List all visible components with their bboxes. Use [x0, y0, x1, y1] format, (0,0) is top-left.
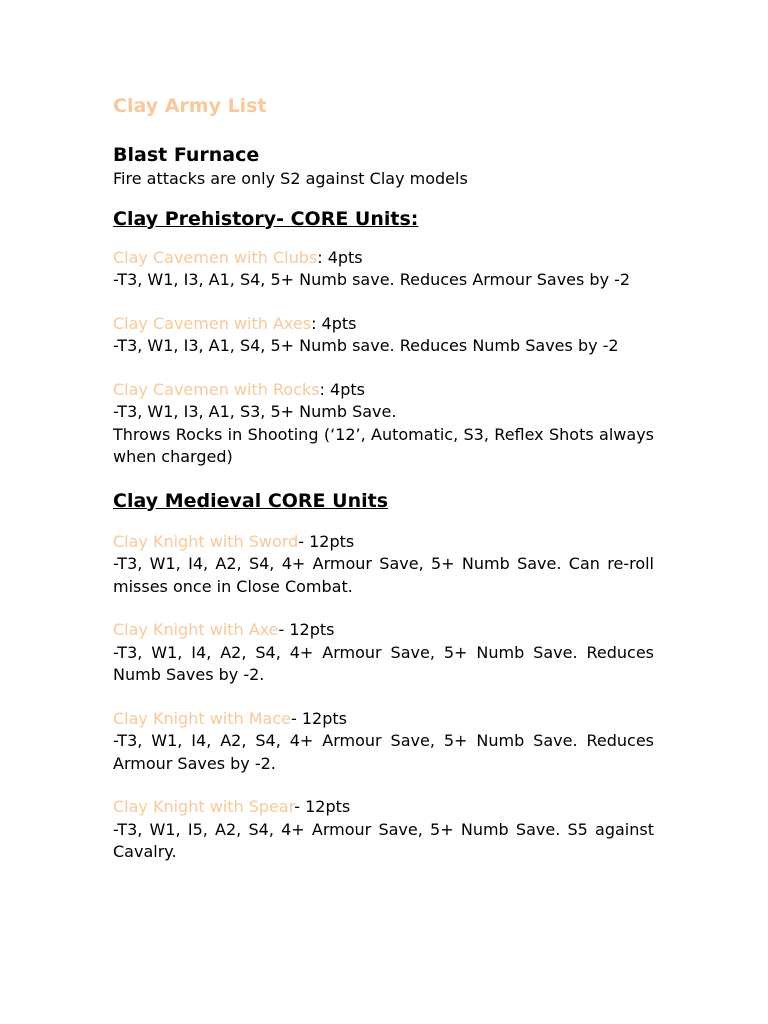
prehistory-section	[113, 206, 654, 469]
unit-separator: -	[294, 797, 306, 816]
unit-separator: -	[291, 708, 302, 728]
unit-cost: 12pts	[301, 708, 347, 728]
unit-special-rule: Throws Rocks in Shooting (‘12’, Automatic, S3, Reflex Shots always when charged)	[113, 424, 654, 466]
unit-cost: 4pts	[330, 379, 365, 399]
unit-cost: 4pts	[327, 247, 363, 267]
unit-name: Clay Knight with Spear	[113, 797, 295, 816]
unit-stats: -T3, W1, I3, A1, S4, 5+ Numb save. Reduces Numb Saves by -2	[113, 336, 619, 355]
unit-stats: -T3, W1, I5, A2, S4, 4+ Armour Save, 5+ Numb Save. S5 against Cavalry.	[113, 819, 654, 861]
unit-name: Clay Cavemen with Clubs	[113, 247, 318, 267]
blast-furnace-block	[113, 142, 654, 191]
unit-cavemen-axes	[113, 313, 654, 358]
unit-separator: :	[319, 379, 331, 399]
unit-stats: -T3, W1, I4, A2, S4, 4+ Armour Save, 5+ Numb Save. Reduces Numb Saves by -2.	[113, 642, 654, 684]
unit-cost: 4pts	[321, 313, 357, 333]
unit-name: Clay Knight with Axe	[113, 620, 279, 639]
unit-header	[113, 796, 654, 819]
unit-stats: -T3, W1, I4, A2, S4, 4+ Armour Save, 5+ Numb Save. Reduces Armour Saves by -2.	[113, 731, 654, 773]
unit-cost: 12pts	[305, 797, 351, 816]
unit-separator: -	[298, 531, 310, 551]
unit-stats: -T3, W1, I3, A1, S3, 5+ Numb Save.	[113, 402, 397, 421]
medieval-heading: Clay Medieval CORE Units	[113, 489, 388, 512]
unit-name: Clay Knight with Sword	[113, 531, 299, 551]
unit-header	[113, 313, 654, 336]
unit-cost: 12pts	[289, 620, 335, 639]
unit-stats: -T3, W1, I3, A1, S4, 5+ Numb save. Reduces Armour Saves by -2	[113, 270, 631, 289]
unit-knight-mace	[113, 708, 654, 776]
document-title: Clay Army List	[113, 95, 267, 117]
unit-header	[113, 379, 654, 402]
unit-name: Clay Knight with Mace	[113, 708, 291, 728]
unit-cavemen-rocks	[113, 379, 654, 469]
prehistory-heading: Clay Prehistory- CORE Units:	[113, 207, 419, 230]
unit-knight-sword	[113, 531, 654, 599]
unit-header	[113, 619, 654, 642]
medieval-section	[113, 488, 654, 864]
blast-furnace-text: Fire attacks are only S2 against Clay models	[113, 169, 468, 188]
unit-header	[113, 531, 654, 554]
document-page	[113, 92, 654, 864]
unit-cavemen-clubs	[113, 247, 654, 292]
unit-header	[113, 247, 654, 270]
unit-knight-axe	[113, 619, 654, 687]
unit-cost: 12pts	[309, 531, 355, 551]
unit-header	[113, 708, 654, 731]
unit-stats: -T3, W1, I4, A2, S4, 4+ Armour Save, 5+ Numb Save. Can re-roll misses once in Close Combat.	[113, 554, 654, 596]
unit-name: Clay Cavemen with Rocks	[113, 379, 320, 399]
unit-name: Clay Cavemen with Axes	[113, 313, 312, 333]
unit-knight-spear	[113, 796, 654, 864]
unit-separator: :	[311, 313, 322, 333]
unit-separator: -	[278, 620, 290, 639]
blast-furnace-heading: Blast Furnace	[113, 144, 260, 166]
unit-separator: :	[317, 247, 328, 267]
